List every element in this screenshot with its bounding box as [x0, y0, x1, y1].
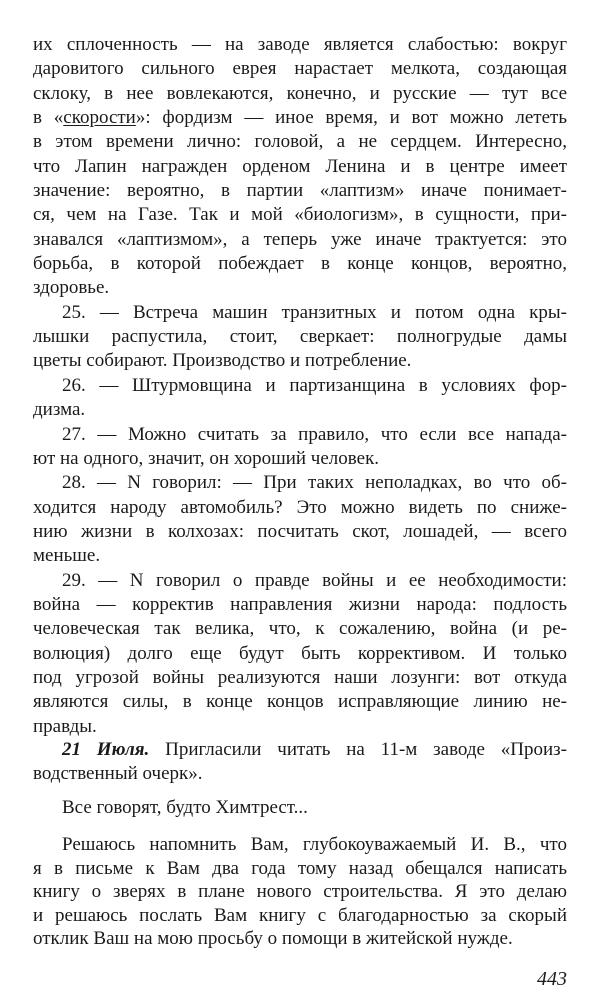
text-line: ходится народу автомобиль? Это можно видеть по сниже- — [33, 496, 567, 518]
rumor-line: Все говорят, будто Химтрест... — [62, 797, 308, 818]
text-line: значение: вероятно, в партии «лаптизм» иначе понимает- — [33, 180, 567, 202]
text-line: меньше. — [33, 545, 101, 567]
text-line: я в письме к Вам два года тому назад обещался написать — [33, 857, 567, 879]
text-line: склоку, в нее вовлекаются, конечно, и русские — тут все — [33, 82, 567, 104]
text-line: ют на одного, значит, он хороший человек. — [33, 447, 380, 469]
diary-entry-line: водственный очерк». — [33, 763, 203, 785]
text-line: в «скорости»: фордизм — иное время, и вот можно лететь — [33, 107, 567, 129]
text-line: 27. — Можно считать за правило, что если все напада- — [62, 423, 567, 445]
text-line: волюция) долго еще будут быть коррективом. И только — [33, 642, 567, 664]
text-line: 25. — Встреча машин транзитных и потом одна кры- — [62, 301, 567, 323]
text-line: ся, чем на Газе. Так и мой «биологизм», в сущности, при- — [33, 204, 567, 226]
page-number: 443 — [537, 968, 567, 990]
text-line: 28. — N говорил: — При таких неполадках, во что об- — [62, 472, 567, 494]
text-line: человеческая так велика, что, к сожалению, война (и ре- — [33, 618, 567, 640]
text-line: правды. — [33, 715, 97, 737]
text-line: являются силы, в конце концов исправляющие линию не- — [33, 691, 567, 713]
text-line: книгу о зверях в плане нового строительства. Я это делаю — [33, 881, 567, 902]
text-line: в этом времени лично: головой, а не сердцем. Интересно, — [33, 131, 567, 153]
diary-entry-text: Пригласили читать на 11-м заводе «Произ- — [149, 739, 567, 760]
text-line: цветы собирают. Производство и потребление. — [33, 350, 412, 372]
main-text — [33, 33, 567, 739]
text-line: Решаюсь напомнить Вам, глубокоуважаемый И. В., что — [62, 834, 567, 855]
text-line: отклик Ваш на мою просьбу о помощи в житейской нужде. — [33, 928, 513, 949]
text-line: нию жизни в колхозах: посчитать скот, лошадей, — всего — [33, 520, 567, 542]
diary-entry — [33, 738, 567, 787]
text-line: знавался «лаптизмом», а теперь уже иначе трактуется: это — [33, 228, 567, 250]
text-line: война — корректив направления жизни народа: подлость — [33, 593, 567, 615]
text-line: и решаюсь послать Вам книгу с благодарностью за скорый — [33, 904, 567, 926]
letter-paragraph — [33, 833, 567, 951]
rumor-paragraph — [33, 796, 567, 820]
text-line: их сплоченность — на заводе является слабостью: вокруг — [33, 34, 567, 55]
entry-date: 21 Июля. — [62, 739, 150, 760]
text-line: что Лапин награжден орденом Ленина и в центре имеет — [33, 155, 567, 177]
text-line: даровитого сильного еврея нарастает мелкота, создающая — [33, 58, 567, 80]
text-line: 29. — N говорил о правде войны и ее необходимости: — [62, 569, 567, 591]
text-line: под угрозой войны реализуются наши лозунги: вот откуда — [33, 666, 567, 688]
diary-entry-line — [33, 738, 567, 762]
text-line: здоровье. — [33, 277, 110, 299]
underlined-word: скорости — [63, 107, 136, 129]
text-line: лышки распустила, стоит, сверкает: полногрудые дамы — [33, 326, 567, 348]
text-line: 26. — Штурмовщина и партизанщина в условиях фор- — [62, 374, 567, 396]
text-line: дизма. — [33, 399, 86, 421]
text-line: борьба, в которой побеждает в конце концов, вероятно, — [33, 253, 567, 275]
